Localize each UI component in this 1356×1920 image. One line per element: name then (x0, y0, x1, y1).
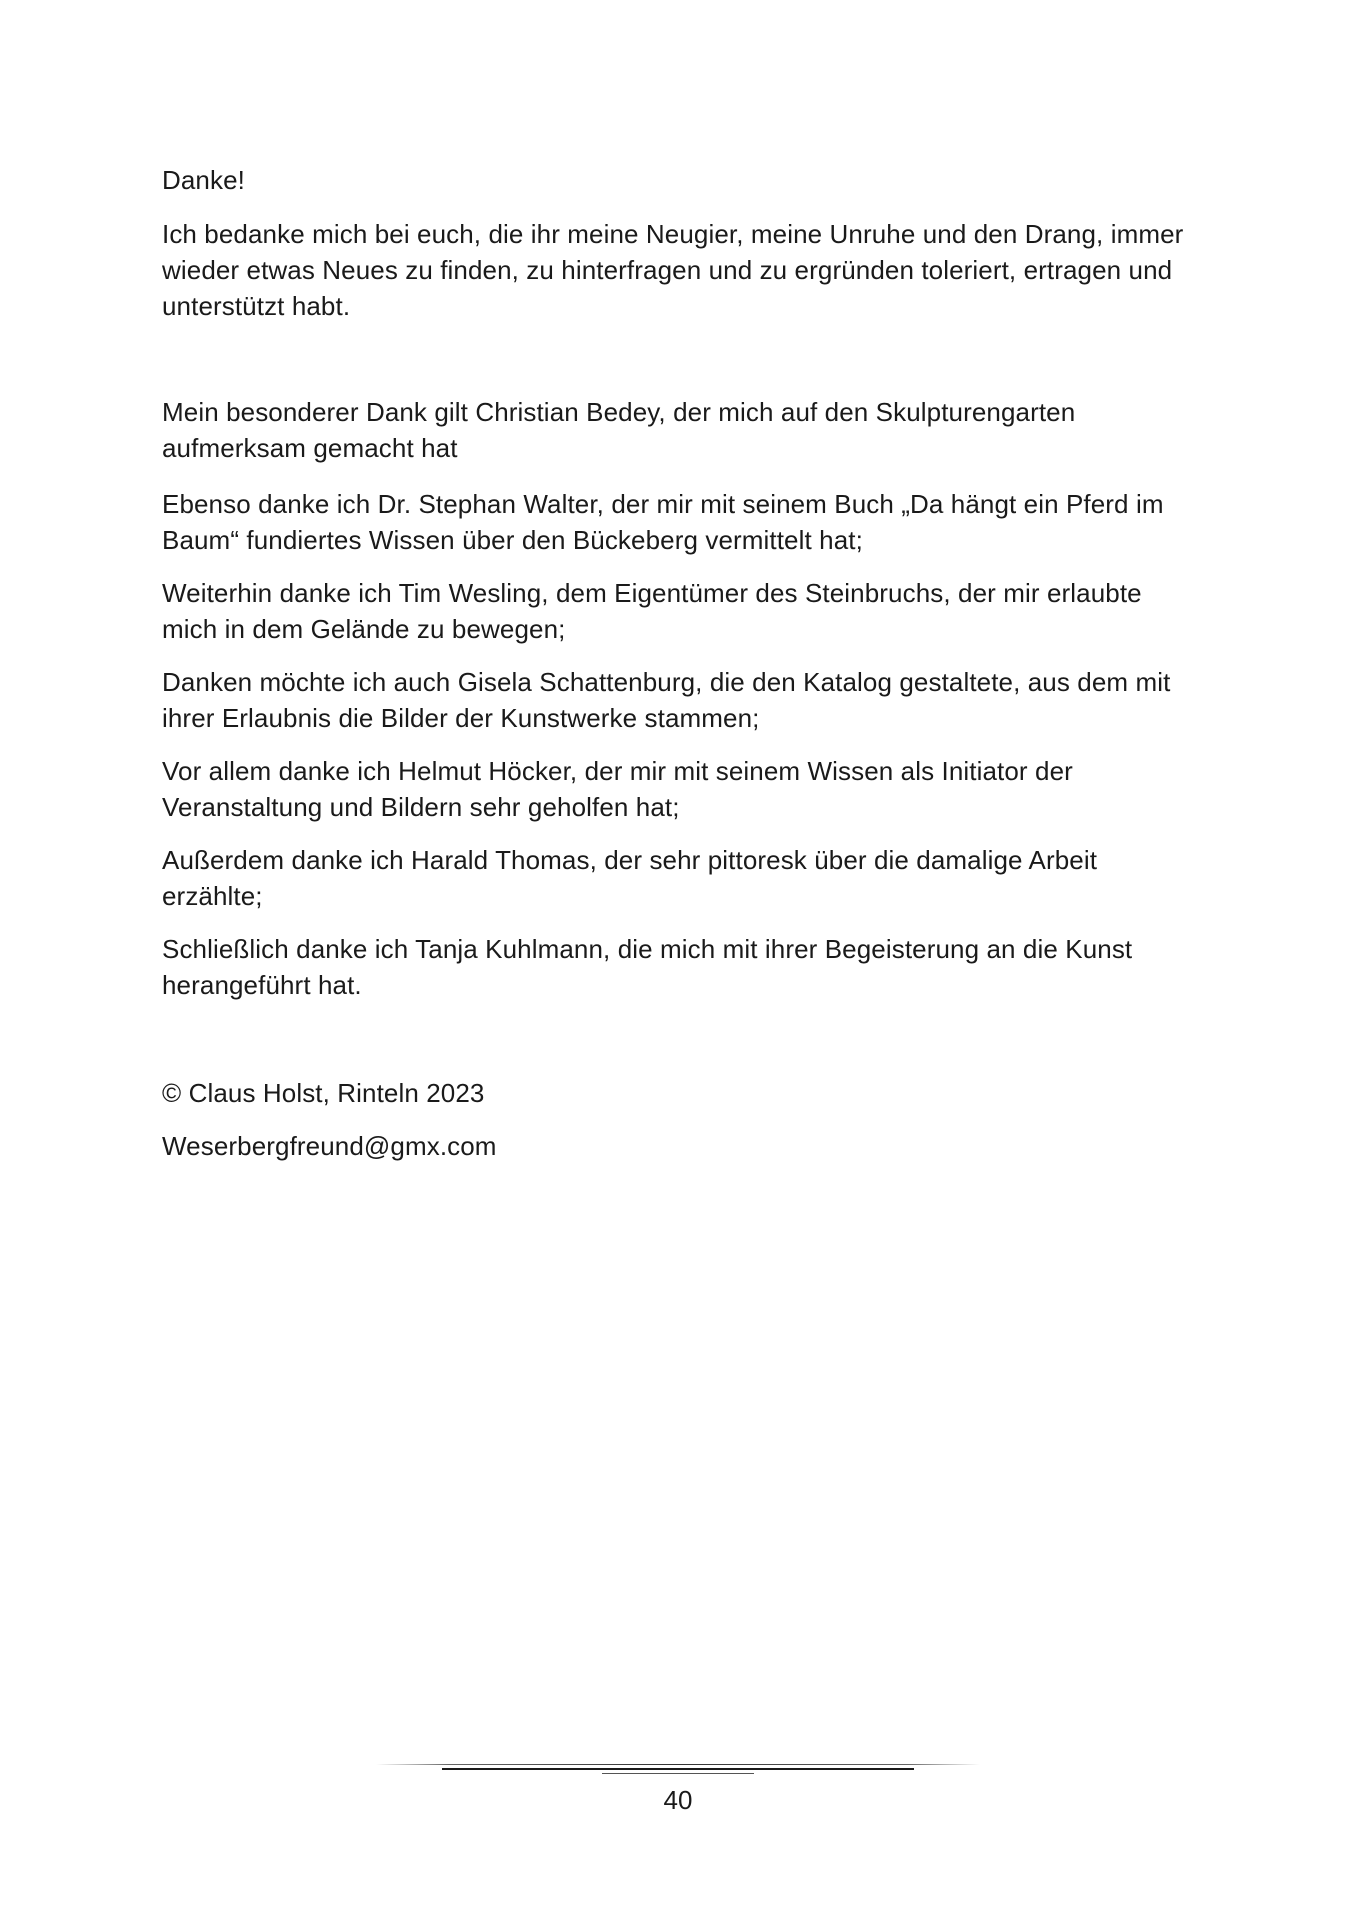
email-line (162, 1128, 1202, 1164)
paragraph-text: Außerdem danke ich Harald Thomas, der sehr pittoresk über die damalige Arbeit erzählte; (162, 845, 1098, 911)
footer-rule-line (602, 1773, 754, 1774)
page-heading (162, 162, 1202, 198)
intro-text: Ich bedanke mich bei euch, die ihr meine Neugier, meine Unruhe und den Drang, immer wieder etwas Neues zu finden, zu hinterfragen und zu ergründen toleriert, ertragen und unterstützt habt. (162, 219, 1184, 321)
footer-rule-line (376, 1764, 980, 1765)
paragraph-text: Weiterhin danke ich Tim Wesling, dem Eigentümer des Steinbruchs, der mir erlaubte mich in dem Gelände zu bewegen; (162, 578, 1142, 644)
footer-rule-line (442, 1768, 914, 1770)
paragraph-text: Vor allem danke ich Helmut Höcker, der mir mit seinem Wissen als Initiator der Veranstaltung und Bildern sehr geholfen hat; (162, 756, 1073, 822)
thanks-paragraph (162, 664, 1202, 736)
paragraph-text: Danken möchte ich auch Gisela Schattenburg, die den Katalog gestaltete, aus dem mit ihrer Erlaubnis die Bilder der Kunstwerke stammen; (162, 667, 1171, 733)
thanks-paragraph (162, 486, 1202, 558)
copyright-line (162, 1075, 1202, 1111)
email-text: Weserbergfreund@gmx.com (162, 1131, 497, 1161)
thanks-paragraph (162, 842, 1202, 914)
thanks-paragraph (162, 753, 1202, 825)
intro-paragraph (162, 216, 1202, 324)
paragraph-text: Mein besonderer Dank gilt Christian Bedey, der mich auf den Skulpturengarten aufmerksam gemacht hat (162, 397, 1076, 463)
page-number: 40 (663, 1785, 693, 1815)
thanks-paragraph (162, 931, 1202, 1003)
copyright-text: © Claus Holst, Rinteln 2023 (162, 1078, 485, 1108)
paragraph-text: Schließlich danke ich Tanja Kuhlmann, die mich mit ihrer Begeisterung an die Kunst herangeführt hat. (162, 934, 1133, 1000)
footer-rule (376, 1764, 980, 1780)
heading-text: Danke! (162, 165, 245, 195)
paragraph-text: Ebenso danke ich Dr. Stephan Walter, der mir mit seinem Buch „Da hängt ein Pferd im Baum“ fundiertes Wissen über den Bückeberg vermittelt hat; (162, 489, 1164, 555)
thanks-paragraph (162, 394, 1202, 466)
thanks-paragraph (162, 575, 1202, 647)
